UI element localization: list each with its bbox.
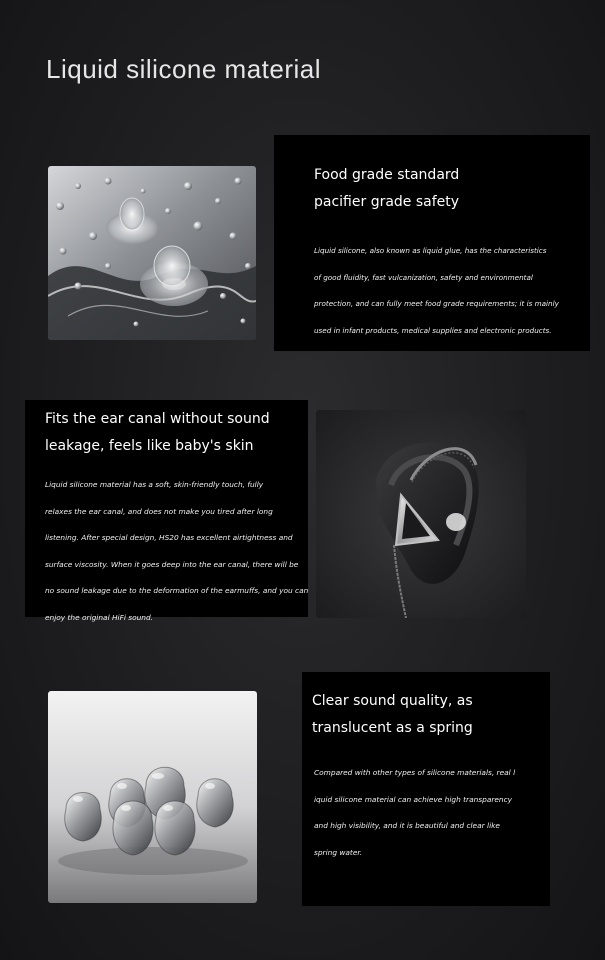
food-grade-panel <box>274 135 590 351</box>
clear-sound-panel <box>302 672 550 906</box>
heading-line: pacifier grade safety <box>314 194 460 210</box>
earphone-in-ear-photo-icon <box>316 410 526 618</box>
heading-line: Fits the ear canal without sound <box>45 411 270 427</box>
heading-line: leakage, feels like baby's skin <box>45 438 254 454</box>
body-line: used in infant products, medical supplies and electronic products. <box>314 325 552 335</box>
body-line: Liquid silicone material has a soft, skin-friendly touch, fully <box>45 480 264 489</box>
ear-tips-photo <box>48 691 257 903</box>
body-line: enjoy the original HiFi sound. <box>45 612 154 622</box>
body-line: Liquid silicone, also known as liquid glue, has the characteristics <box>314 246 547 255</box>
ear-fit-panel <box>25 400 309 622</box>
body-line: spring water. <box>314 847 363 857</box>
heading-line: translucent as a spring <box>312 720 473 736</box>
section-body <box>314 238 580 344</box>
section-heading <box>45 406 308 460</box>
body-line: and high visibility, and it is beautiful and clear like <box>314 821 500 831</box>
body-line: Compared with other types of silicone materials, real l <box>314 768 516 777</box>
heading-line: Clear sound quality, as <box>312 693 473 709</box>
section-heading <box>312 688 550 742</box>
body-line: listening. After special design, HS20 has excellent airtightness and <box>45 533 293 543</box>
earphone-photo <box>316 410 526 618</box>
body-line: no sound leakage due to the deformation of the earmuffs, and you can <box>45 586 309 596</box>
section-body <box>45 472 330 632</box>
heading-line: Food grade standard <box>314 167 460 183</box>
body-line: protection, and can fully meet food grade requirements; it is mainly <box>314 299 559 309</box>
section-body <box>312 760 550 866</box>
section-heading <box>314 162 580 216</box>
silicone-pacifier-photo <box>48 166 256 340</box>
page-title: Liquid silicone material <box>46 54 322 84</box>
silicone-pacifier-water-drops-photo-icon <box>48 166 256 340</box>
body-line: surface viscosity. When it goes deep into the ear canal, there will be <box>45 559 299 569</box>
body-line: iquid silicone material can achieve high transparency <box>314 794 513 804</box>
body-line: relaxes the ear canal, and does not make you tired after long <box>45 506 273 516</box>
silicone-ear-tips-photo-icon <box>48 691 257 903</box>
body-line: of good fluidity, fast vulcanization, safety and environmental <box>314 272 533 282</box>
